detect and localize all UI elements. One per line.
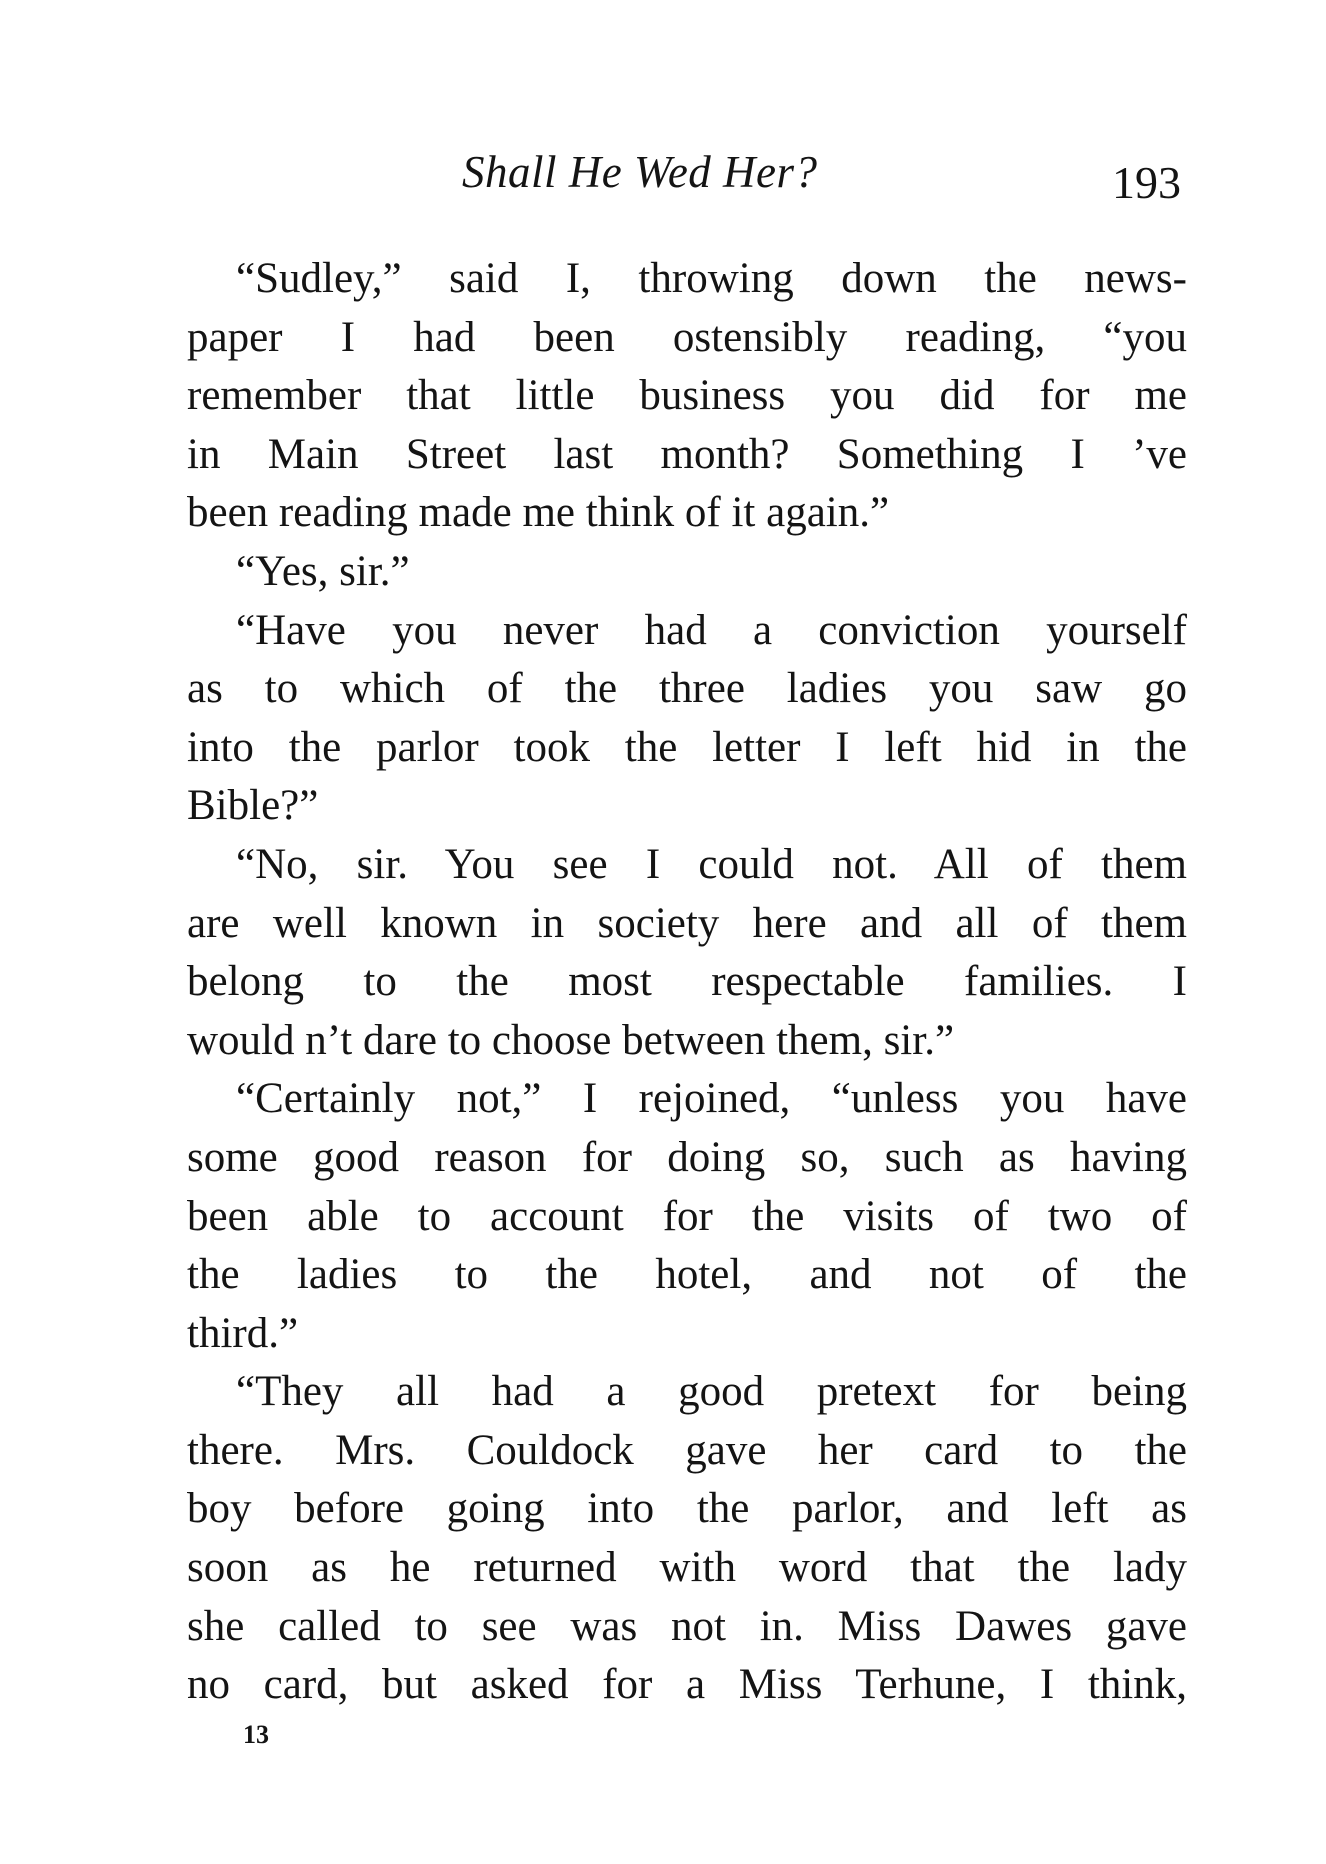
text-line: she called to see was not in. Miss Dawes gave [187, 1602, 1187, 1650]
text-line: no card, but asked for a Miss Terhune, I think, [187, 1661, 1187, 1709]
text-line: soon as he returned with word that the lady [187, 1544, 1187, 1592]
text-line: third.” [187, 1309, 299, 1357]
text-line: been reading made me think of it again.” [187, 489, 890, 537]
text-line: “Yes, sir.” [236, 547, 410, 595]
body-text [187, 250, 1187, 1715]
signature-mark: 13 [243, 1720, 269, 1749]
text-line: as to which of the three ladies you saw go [187, 665, 1187, 713]
text-line: would n’t dare to choose between them, sir.” [187, 1016, 955, 1064]
text-line: the ladies to the hotel, and not of the [187, 1251, 1187, 1299]
page-number: 193 [1112, 157, 1181, 208]
text-line: “Certainly not,” I rejoined, “unless you have [236, 1075, 1187, 1123]
text-line: “They all had a good pretext for being [236, 1368, 1187, 1416]
text-line: Bible?” [187, 782, 319, 830]
text-line: remember that little business you did for me [187, 372, 1187, 420]
text-line: some good reason for doing so, such as having [187, 1133, 1187, 1181]
text-line: “Have you never had a conviction yourself [236, 606, 1187, 654]
running-title: Shall He Wed Her? [462, 147, 818, 197]
text-line: paper I had been ostensibly reading, “you [187, 313, 1187, 361]
text-line: in Main Street last month? Something I ’ve [187, 430, 1187, 478]
text-line: belong to the most respectable families. I [187, 958, 1187, 1006]
text-line: are well known in society here and all of them [187, 899, 1187, 947]
text-line: boy before going into the parlor, and left as [187, 1485, 1187, 1533]
text-line: “Sudley,” said I, throwing down the news- [236, 255, 1187, 302]
text-line: there. Mrs. Couldock gave her card to the [187, 1426, 1187, 1474]
text-line: “No, sir. You see I could not. All of them [236, 840, 1187, 888]
text-line: into the parlor took the letter I left hid in the [187, 723, 1187, 771]
text-line: been able to account for the visits of two of [187, 1192, 1187, 1240]
